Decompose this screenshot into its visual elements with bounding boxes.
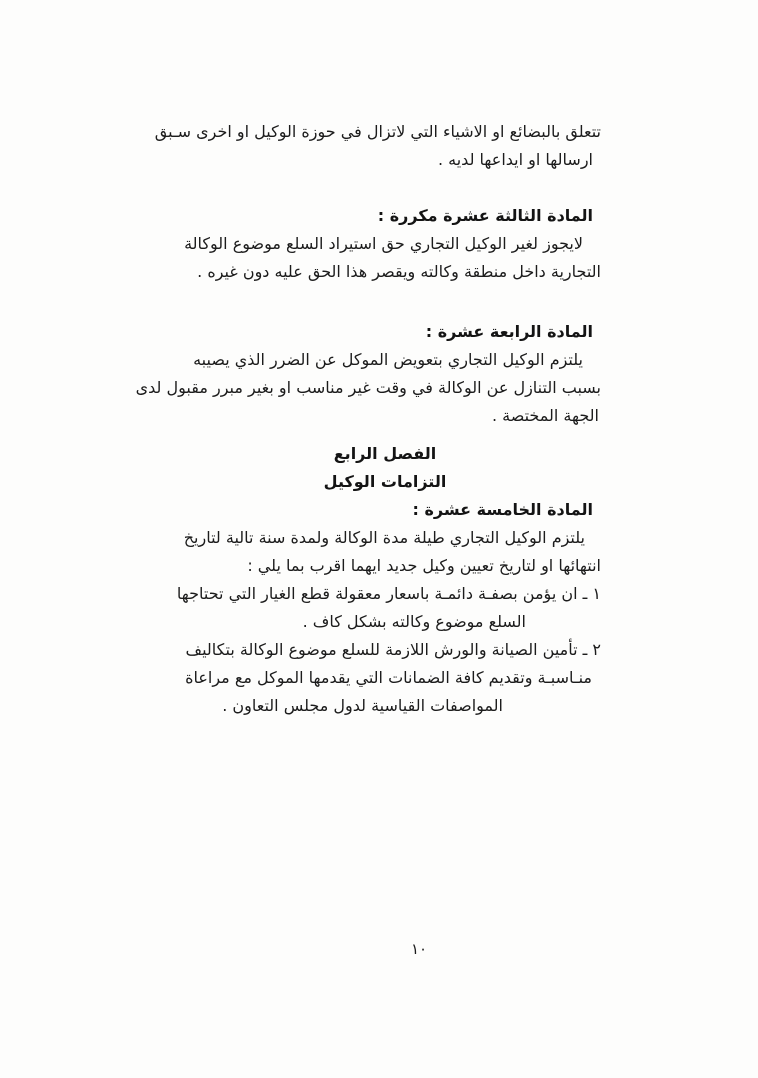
article-15-item-2-line: المواصفات القياسية لدول مجلس التعاون . bbox=[222, 696, 503, 715]
article-15-line: انتهائها او لتاريخ تعيين وكيل جديد ايهما اقرب بما يلي : bbox=[247, 556, 601, 575]
article-15-item-2-line: منـاسبـة وتقديم كافة الضمانات التي يقدمها الموكل مع مراعاة bbox=[185, 668, 592, 687]
page-number: ١٠ bbox=[410, 940, 428, 958]
article-14-line: بسبب التنازل عن الوكالة في وقت غير مناسب او بغير مبرر مقبول لدى bbox=[135, 378, 601, 397]
intro-paragraph-line: ارسالها او ايداعها لديه . bbox=[437, 150, 593, 169]
chapter-title: الفصل الرابع bbox=[333, 444, 437, 463]
article-14-line: يلتزم الوكيل التجاري بتعويض الموكل عن الضرر الذي يصيبه bbox=[193, 350, 583, 369]
article-15-line: يلتزم الوكيل التجاري طيلة مدة الوكالة ولمدة سنة تالية لتاريخ bbox=[183, 528, 585, 547]
article-15-item-1-line: ١ ـ ان يؤمن بصفـة دائمـة باسعار معقولة قطع الغيار التي تحتاجها bbox=[176, 584, 601, 603]
article-14-heading: المادة الرابعة عشرة : bbox=[425, 322, 593, 341]
article-13bis-line: لايجوز لغير الوكيل التجاري حق استيراد السلع موضوع الوكالة bbox=[184, 234, 583, 253]
article-15-heading: المادة الخامسة عشرة : bbox=[412, 500, 593, 519]
intro-paragraph-line: تتعلق بالبضائع او الاشياء التي لاتزال في حوزة الوكيل او اخرى سـبق bbox=[154, 122, 601, 141]
article-14-line: الجهة المختصة . bbox=[491, 406, 599, 425]
article-15-item-2-line: ٢ ـ تأمين الصيانة والورش اللازمة للسلع موضوع الوكالة بتكاليف bbox=[185, 640, 601, 659]
article-13bis-line: التجارية داخل منطقة وكالته ويقصر هذا الحق عليه دون غيره . bbox=[197, 262, 601, 281]
article-13bis-heading: المادة الثالثة عشرة مكررة : bbox=[377, 206, 593, 225]
article-15-item-1-line: السلع موضوع وكالته بشكل كاف . bbox=[302, 612, 526, 631]
text-column bbox=[135, 118, 601, 720]
chapter-subtitle: التزامات الوكيل bbox=[323, 472, 447, 491]
